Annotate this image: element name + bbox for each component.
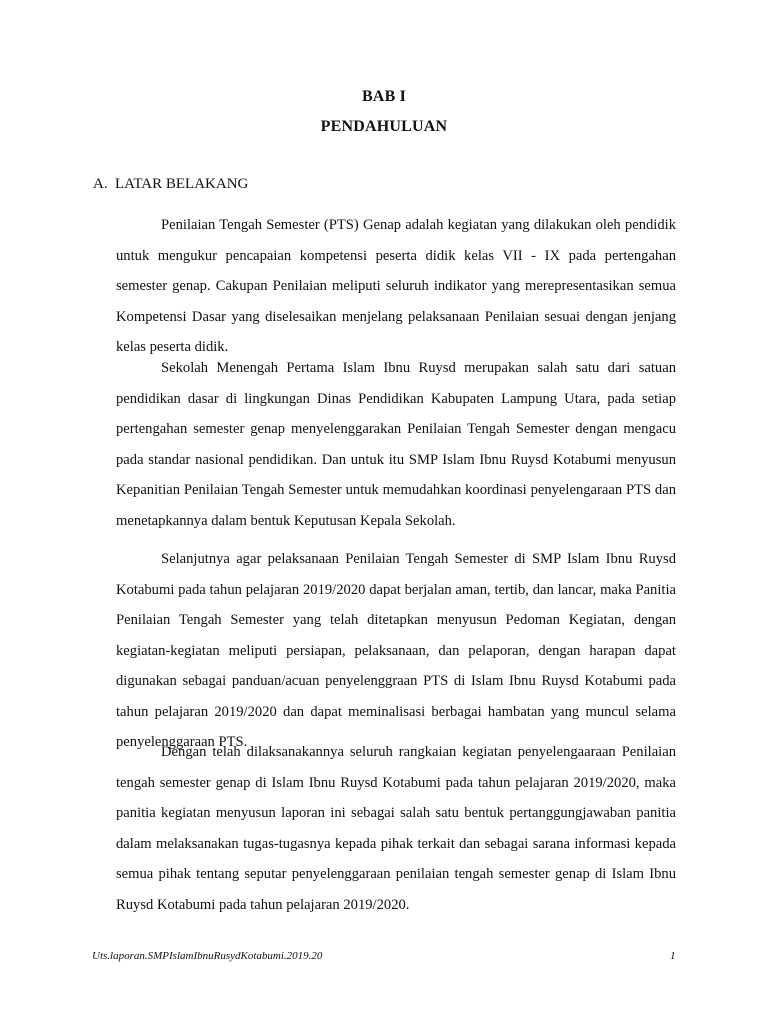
- section-title: LATAR BELAKANG: [115, 176, 249, 192]
- paragraph-1: Penilaian Tengah Semester (PTS) Genap adalah kegiatan yang dilakukan oleh pendidik untuk mengukur pencapaian kompetensi peserta didik kelas VII - IX pada pertengahan semester genap. Cakupan Penilaian meliputi seluruh indikator yang merepresentasikan semua Kompetensi Dasar yang diselesaikan menjelang pelaksanaan Penilaian sesuai dengan jenjang kelas peserta didik.: [116, 217, 676, 355]
- paragraph-3: Selanjutnya agar pelaksanaan Penilaian Tengah Semester di SMP Islam Ibnu Ruysd Kotabumi pada tahun pelajaran 2019/2020 dapat berjalan aman, tertib, dan lancar, maka Panitia Penilaian Tengah Semester yang telah ditetapkan menyusun Pedoman Kegiatan, dengan kegiatan-kegiatan meliputi persiapan, pelaksanaan, dan pelaporan, dengan harapan dapat digunakan sebagai panduan/acuan penyelenggraan PTS di Islam Ibnu Ruysd Kotabumi pada tahun pelajaran 2019/2020 dan dapat meminalisasi berbagai hambatan yang muncul selama penyelenggaraan PTS.: [116, 551, 676, 750]
- paragraph-2: Sekolah Menengah Pertama Islam Ibnu Ruysd merupakan salah satu dari satuan pendidikan dasar di lingkungan Dinas Pendidikan Kabupaten Lampung Utara, pada setiap pertengahan semester genap menyelenggarakan Penilaian Tengah Semester dengan mengacu pada standar nasional pendidikan. Dan untuk itu SMP Islam Ibnu Ruysd Kotabumi menyusun Kepanitian Penilaian Tengah Semester untuk memudahkan koordinasi penyelengaraan PTS dan menetapkannya dalam bentuk Keputusan Kepala Sekolah.: [116, 360, 676, 529]
- page-number: 1: [670, 950, 676, 962]
- chapter-heading: BAB I: [361, 88, 407, 105]
- paragraph-4: Dengan telah dilaksanakannya seluruh rangkaian kegiatan penyelengaaraan Penilaian tengah semester genap di Islam Ibnu Ruysd Kotabumi pada tahun pelajaran 2019/2020, maka panitia kegiatan menyusun laporan ini sebagai salah satu bentuk pertanggungjawaban panitia dalam melaksanakan tugas-tugasnya kepada pihak terkait dan sebagai sarana informasi kepada semua pihak tentang seputar penyelenggaraan penilaian tengah semester genap di Islam Ibnu Ruysd Kotabumi pada tahun pelajaran 2019/2020.: [116, 744, 676, 913]
- section-heading: [93, 176, 248, 193]
- section-letter: A.: [93, 176, 108, 192]
- footer-filename: Uts.laporan.SMPIslamIbnuRusydKotabumi.2019.20: [92, 950, 323, 962]
- chapter-title: PENDAHULUAN: [320, 118, 448, 135]
